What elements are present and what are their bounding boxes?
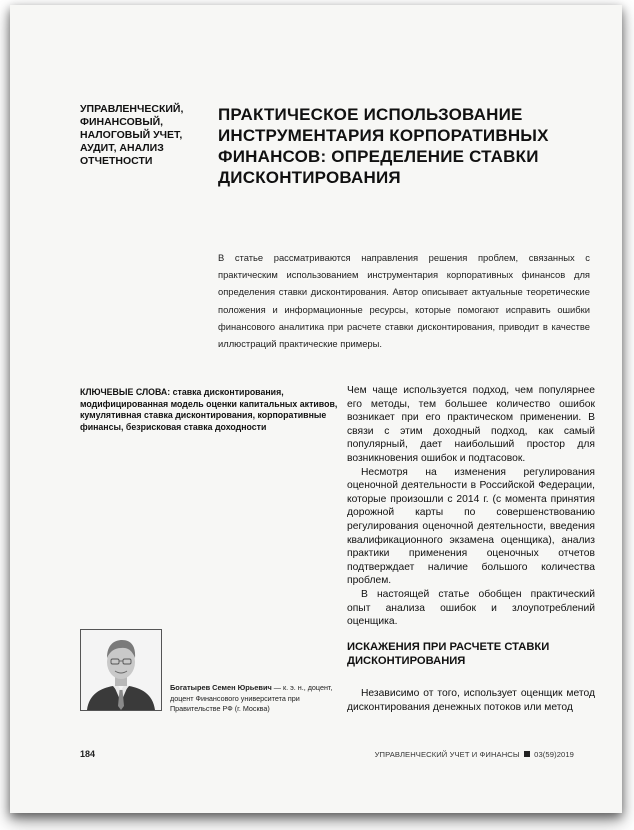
keywords-label: КЛЮЧЕВЫЕ СЛОВА:: [80, 387, 171, 397]
paragraph: Несмотря на изменения регулирования оценочной деятельности в Российской Федерации, которые произошли с 2014 г. (с момента принятия дорожной карты по совершенствованию регулирования оценочной деятельности, введения квалификационного экзамена оценщика), анализ практики применения оценочных отчетов подтверждает наличие большого количества проблем.: [347, 466, 595, 587]
rubric-label: УПРАВЛЕНЧЕСКИЙ, ФИНАНСОВЫЙ, НАЛОГОВЫЙ УЧЕТ, АУДИТ, АНАЛИЗ ОТЧЕТНОСТИ: [80, 103, 184, 167]
paragraph: В настоящей статье обобщен практический опыт анализа ошибок и злоупотреблений оценщика.: [347, 588, 595, 628]
keywords-text: ставка дисконтирования, модифицированная модель оценки капитальных активов, кумулятивная ставка дисконтирования, корпоративные финансы, безрисковая ставка доходности: [80, 387, 338, 432]
journal-page: [10, 5, 622, 813]
keywords-block: [80, 387, 338, 433]
journal-footer: [375, 750, 574, 759]
square-bullet-icon: [524, 751, 530, 757]
main-text: [347, 384, 595, 629]
author-photo: [80, 629, 162, 711]
section-heading: ИСКАЖЕНИЯ ПРИ РАСЧЕТЕ СТАВКИ ДИСКОНТИРОВАНИЯ: [347, 641, 550, 667]
author-portrait-image: [81, 630, 161, 710]
paragraph: Чем чаще используется подход, чем популярнее его методы, тем большее количество ошибок возникает при его практическом применении. В связи с этим доходный подход, как самый популярный, дает наибольший простор для возникновения ошибок и подтасовок.: [347, 385, 595, 464]
article-title: ПРАКТИЧЕСКОЕ ИСПОЛЬЗОВАНИЕ ИНСТРУМЕНТАРИЯ КОРПОРАТИВНЫХ ФИНАНСОВ: ОПРЕДЕЛЕНИЕ СТАВКИ ДИСКОНТИРОВАНИЯ: [218, 105, 549, 187]
journal-name: УПРАВЛЕНЧЕСКИЙ УЧЕТ И ФИНАНСЫ: [374, 750, 520, 759]
article-abstract: В статье рассматриваются направления решения проблем, связанных с практическим использованием инструментария корпоративных финансов для определения ставки дисконтирования. Автор описывает актуальные теоретические положения и информационные ресурсы, которые помогают исправить ошибки финансового аналитика при расчете ставки дисконтирования, приводит в качестве иллюстраций практические примеры.: [218, 252, 590, 350]
author-name: Богатырев Семен Юрьевич: [170, 683, 272, 692]
author-info: [170, 683, 340, 715]
page-number: 184: [80, 749, 96, 759]
author-credentials: — к. э. н., доцент, доцент Финансового университета при Правительстве РФ (г. Москва): [170, 683, 333, 713]
section-paragraph: Независимо от того, использует оценщик метод дисконтирования денежных потоков или метод: [347, 688, 595, 713]
journal-issue: 03(59)2019: [534, 750, 574, 759]
